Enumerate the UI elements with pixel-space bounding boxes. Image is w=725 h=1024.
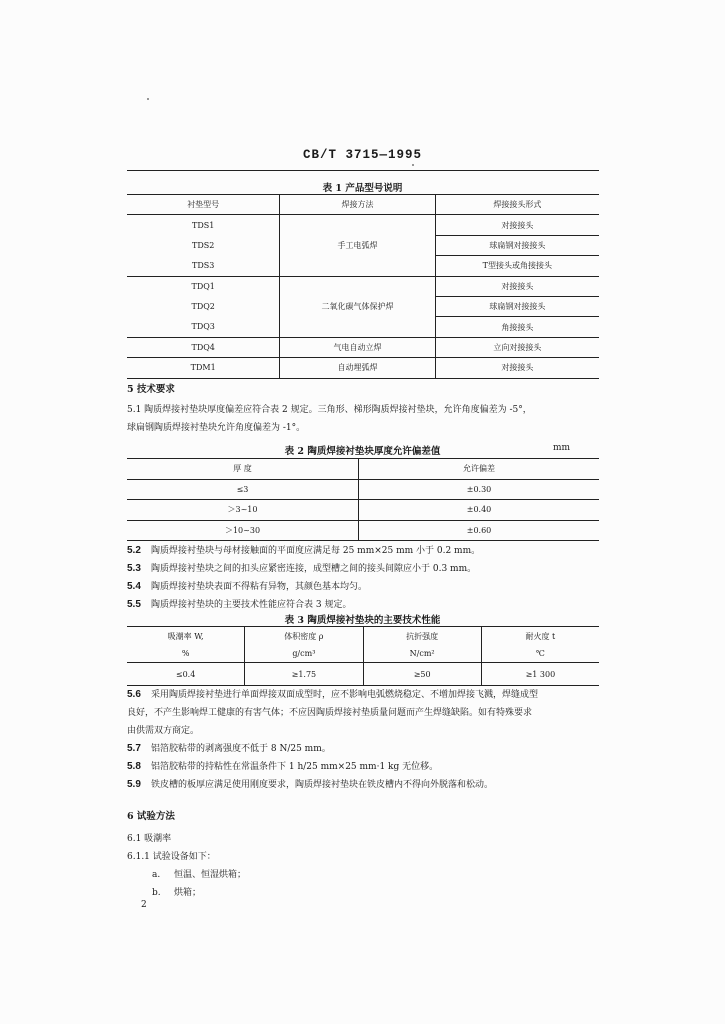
thickness-cell: ＞3~10 <box>127 500 359 521</box>
list-item: a. 恒温、恒湿烘箱； <box>152 870 247 880</box>
para-5-1-line-1: 5.1 陶质焊接衬垫块厚度偏差应符合表 2 规定。三角形、梯形陶质焊接衬垫块，允许角度偏差为 -5°， <box>127 405 532 415</box>
table-header: 耐火度 t <box>481 627 599 646</box>
section-6-title: 6 试验方法 <box>127 811 175 822</box>
para-5-6: 5.6 采用陶质焊接衬垫进行单面焊接双面成型时，应不影响电弧燃烧稳定、不增加焊接飞溅，焊缝成型 良好，不产生影响焊工健康的有害气体；不应因陶质焊接衬垫质量问题而产生焊缝缺陷。如有特殊要求 由供需双方商定。 <box>127 689 539 736</box>
joint-cell: 球扁钢对接接头 <box>435 296 599 316</box>
method-cell: 二氧化碳气体保护焊 <box>280 276 435 337</box>
table-header: 焊接接头形式 <box>435 195 599 215</box>
para-5-1-line-2: 球扁钢陶质焊接衬垫块允许角度偏差为 -1°。 <box>127 423 306 433</box>
performance-table <box>127 626 599 686</box>
scan-speck <box>147 98 149 100</box>
joint-cell: 对接接头 <box>435 215 599 235</box>
value-cell: ≥1.75 <box>245 663 363 686</box>
model-cell: TDS1 <box>192 220 215 230</box>
method-cell: 手工电弧焊 <box>280 215 435 276</box>
joint-cell: T型接头或角接接头 <box>435 256 599 276</box>
table3-caption: 表 3 陶质焊接衬垫块的主要技术性能 <box>284 615 441 626</box>
table-header: 厚 度 <box>127 459 359 480</box>
section-6-1: 6.1 吸潮率 <box>127 834 172 844</box>
document-header: CB/T 3715—1995 <box>302 148 423 162</box>
table-header: 体积密度 ρ <box>245 627 363 646</box>
para-5-2: 5.2 陶质焊接衬垫块与母材接触面的平面度应满足每 25 mm×25 mm 小于 0.2 mm。 <box>127 545 481 556</box>
equipment-list <box>152 866 552 902</box>
model-cell: TDQ1 <box>127 276 280 296</box>
thickness-tolerance-table <box>127 458 599 541</box>
product-model-table <box>127 194 599 379</box>
section-5-title: 5 技术要求 <box>127 384 175 395</box>
para-5-3: 5.3 陶质焊接衬垫块之间的扣头应紧密连接，成型槽之间的接头间隙应小于 0.3 mm。 <box>127 563 477 574</box>
joint-cell: 球扁钢对接接头 <box>435 235 599 255</box>
table-header: 允许偏差 <box>463 464 495 474</box>
tolerance-cell: ±0.30 <box>359 479 600 500</box>
list-item: b. 烘箱； <box>152 888 202 898</box>
model-cell: TDS3 <box>192 261 215 271</box>
model-cell: TDQ2 <box>191 302 215 312</box>
page-number: 2 <box>141 900 147 910</box>
joint-cell: 对接接头 <box>435 358 599 378</box>
table-header: 衬垫型号 <box>127 195 280 215</box>
thickness-cell: ＞10~30 <box>127 520 359 541</box>
thickness-cell: ≤3 <box>127 479 359 500</box>
para-5-8: 5.8 铝箔胶粘带的持粘性在常温条件下 1 h/25 mm×25 mm·1 kg 无位移。 <box>127 761 439 772</box>
value-cell: ≥50 <box>363 663 481 686</box>
table2-caption: 表 2 陶质焊接衬垫块厚度允许偏差值 <box>284 446 441 457</box>
paras-5-7-to-5-9 <box>127 740 603 794</box>
model-cell: TDQ3 <box>191 322 215 332</box>
header-rule <box>127 170 599 171</box>
unit-cell: N/cm² <box>363 645 481 663</box>
joint-cell: 角接接头 <box>435 317 599 337</box>
table-header: 吸潮率 W, <box>167 631 204 641</box>
method-cell: 自动埋弧焊 <box>280 358 435 378</box>
section-6-1-1: 6.1.1 试验设备如下： <box>127 852 216 862</box>
value-cell: ≥1 300 <box>481 663 599 686</box>
joint-cell: 对接接头 <box>435 276 599 296</box>
tolerance-cell: ±0.40 <box>359 500 600 521</box>
unit-cell: % <box>127 645 245 663</box>
table1-caption: 表 1 产品型号说明 <box>322 183 403 194</box>
unit-cell: g/cm³ <box>245 645 363 663</box>
para-5-9: 5.9 铁皮槽的板厚应满足使用刚度要求，陶质焊接衬垫块在铁皮槽内不得向外脱落和松动。 <box>127 779 494 790</box>
para-5-7: 5.7 铝箔胶粘带的剥离强度不低于 8 N/25 mm。 <box>127 743 331 754</box>
tolerance-cell: ±0.60 <box>359 520 600 541</box>
value-cell: ≤0.4 <box>175 669 196 679</box>
method-cell: 气电自动立焊 <box>280 337 435 357</box>
model-cell: TDQ4 <box>127 337 280 357</box>
model-cell: TDS2 <box>192 240 215 250</box>
paras-5-2-to-5-5 <box>127 542 603 614</box>
para-5-5: 5.5 陶质焊接衬垫块的主要技术性能应符合表 3 规定。 <box>127 599 352 610</box>
para-5-1 <box>127 401 603 437</box>
para-5-4: 5.4 陶质焊接衬垫块表面不得粘有异物，其颜色基本均匀。 <box>127 581 368 592</box>
joint-cell: 立向对接接头 <box>435 337 599 357</box>
table-header: 焊接方法 <box>280 195 435 215</box>
unit-cell: ℃ <box>481 645 599 663</box>
table2-unit: mm <box>553 443 571 453</box>
model-cell: TDM1 <box>127 358 280 378</box>
scan-speck <box>412 164 414 166</box>
table-header: 抗折强度 <box>363 627 481 646</box>
